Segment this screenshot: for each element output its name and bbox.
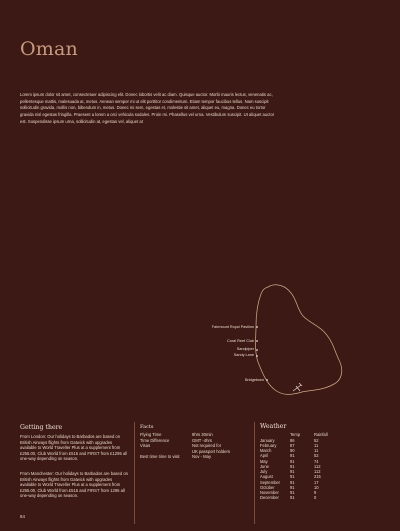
month-cell: July bbox=[260, 469, 268, 475]
weather-table bbox=[260, 432, 334, 501]
map-label-sandpiper: Sandpiper bbox=[236, 347, 254, 351]
month-cell: January bbox=[260, 437, 275, 443]
column-divider bbox=[254, 422, 255, 524]
facts-labels bbox=[140, 432, 180, 460]
month-cell: December bbox=[260, 495, 279, 501]
getting-there-london: From London: Our holidays to Barbados are based on British Airways flights from Gatwick with upgrades available to World Traveller Plus at a supplement from £255.00, Club World from £515 and FIRST from £1295 all one-way depending on season. bbox=[20, 434, 128, 462]
temp-cell: 91 bbox=[290, 458, 295, 464]
temp-cell: 91 bbox=[290, 474, 295, 480]
month-cell: November bbox=[260, 490, 279, 496]
temp-cell: 91 bbox=[290, 469, 295, 475]
table-row bbox=[260, 495, 334, 500]
rain-cell: 215 bbox=[314, 474, 321, 480]
rain-cell: 17 bbox=[314, 479, 319, 485]
temp-cell: 91 bbox=[290, 490, 295, 496]
rain-cell: 52 bbox=[314, 453, 319, 459]
getting-there-manchester: From Manchester: Our holidays to Barbados are based on British Airways flights from Gatwick with upgrades available to World Traveller Plus at a supplement from £255.00, Club World from £515 and FIRST from 1295 all one-way depending on season. bbox=[20, 471, 128, 499]
hotel-marker-coral-reef bbox=[256, 340, 258, 342]
fact-label: Visas bbox=[140, 443, 151, 448]
temp-cell: 91 bbox=[290, 479, 295, 485]
month-cell: June bbox=[260, 463, 269, 469]
fact-label: Flying Time bbox=[140, 432, 162, 437]
fact-value: 8hrs 30min bbox=[192, 432, 213, 437]
weather-col-rain: Rainfall bbox=[314, 432, 328, 438]
page-number: 84 bbox=[20, 514, 25, 519]
temp-cell: 90 bbox=[290, 448, 295, 454]
rain-cell: 52 bbox=[314, 437, 319, 443]
temp-cell: 91 bbox=[290, 484, 295, 490]
map-label-sandy-lane: Sandy Lane bbox=[233, 353, 254, 357]
rain-cell: 11 bbox=[314, 442, 319, 448]
city-marker-bridgetown bbox=[266, 379, 268, 381]
map-label-fairmount: Fairmount Royal Pavilion bbox=[211, 325, 254, 329]
temp-cell: 87 bbox=[290, 442, 295, 448]
rain-cell: 9 bbox=[314, 490, 317, 496]
temp-cell: 91 bbox=[290, 453, 295, 459]
weather-col-temp: Temp bbox=[290, 432, 301, 438]
month-cell: September bbox=[260, 479, 281, 485]
fact-value: GMT -4hrs bbox=[192, 437, 212, 443]
facts-heading: Facts bbox=[140, 424, 154, 430]
intro-paragraph: Lorem ipsum dolor sit amet, consectetuer adipiscing elit. Donec lobortis velit ac diam. Quisque auctor. Morbi mauris lectus, venenatis ac, pellentesque mattis, malesuada at, metus. Aenean semper mi ut elit porttitor condimentum. Etiam tempor faucibus tellus. Nam suscipit sollicitudin gravida, mollis non, bibendum in, metus. Donec mi sem, egestas et, molestie sit amet, aliquet eu, magna. Donec eu tortor gravida nisl egestas fringilla. Praesent a lorem a orci vehicula sodales. Proin mi. Phasellus vel urna. Vestibulum suscipit. Ut aliquet auctor est. Suspendisse ipsum urna, sollicitudin at, egestas vel, aliquet at bbox=[20, 92, 275, 124]
map-label-bridgetown: Bridgetown bbox=[245, 378, 264, 382]
fact-label: Best time time to visit bbox=[140, 454, 180, 459]
month-cell: August bbox=[260, 474, 273, 480]
rain-cell: 112 bbox=[314, 463, 321, 469]
column-divider bbox=[134, 422, 135, 524]
weather-heading: Weather bbox=[260, 423, 287, 430]
month-cell: October bbox=[260, 484, 275, 490]
month-cell: March bbox=[260, 448, 272, 454]
temp-cell: 86 bbox=[290, 437, 295, 443]
page-title: Oman bbox=[20, 38, 78, 60]
month-cell: May bbox=[260, 458, 268, 464]
airport-icon bbox=[293, 383, 302, 391]
hotel-marker-sandy-lane bbox=[256, 355, 258, 357]
month-cell: February bbox=[260, 442, 277, 448]
rain-cell: 112 bbox=[314, 469, 321, 475]
temp-cell: 91 bbox=[290, 495, 295, 501]
fact-value: Nov - May bbox=[192, 454, 212, 459]
hotel-marker-fairmount bbox=[256, 326, 258, 328]
getting-there-heading: Getting there bbox=[20, 424, 63, 431]
month-cell: April bbox=[260, 453, 269, 459]
rain-cell: 74 bbox=[314, 458, 319, 464]
facts-values bbox=[192, 432, 230, 460]
map-label-coral-reef: Coral Reef Club bbox=[226, 339, 254, 343]
fact-value: UK passport holders bbox=[192, 448, 230, 454]
island-outline bbox=[256, 285, 342, 395]
temp-cell: 91 bbox=[290, 463, 295, 469]
rain-cell: 0 bbox=[314, 495, 317, 501]
rain-cell: 11 bbox=[314, 448, 319, 454]
rain-cell: 10 bbox=[314, 484, 319, 490]
hotel-marker-sandpiper bbox=[256, 349, 258, 351]
fact-label: Time Difference bbox=[140, 437, 170, 443]
fact-value: Not required for bbox=[192, 443, 222, 448]
